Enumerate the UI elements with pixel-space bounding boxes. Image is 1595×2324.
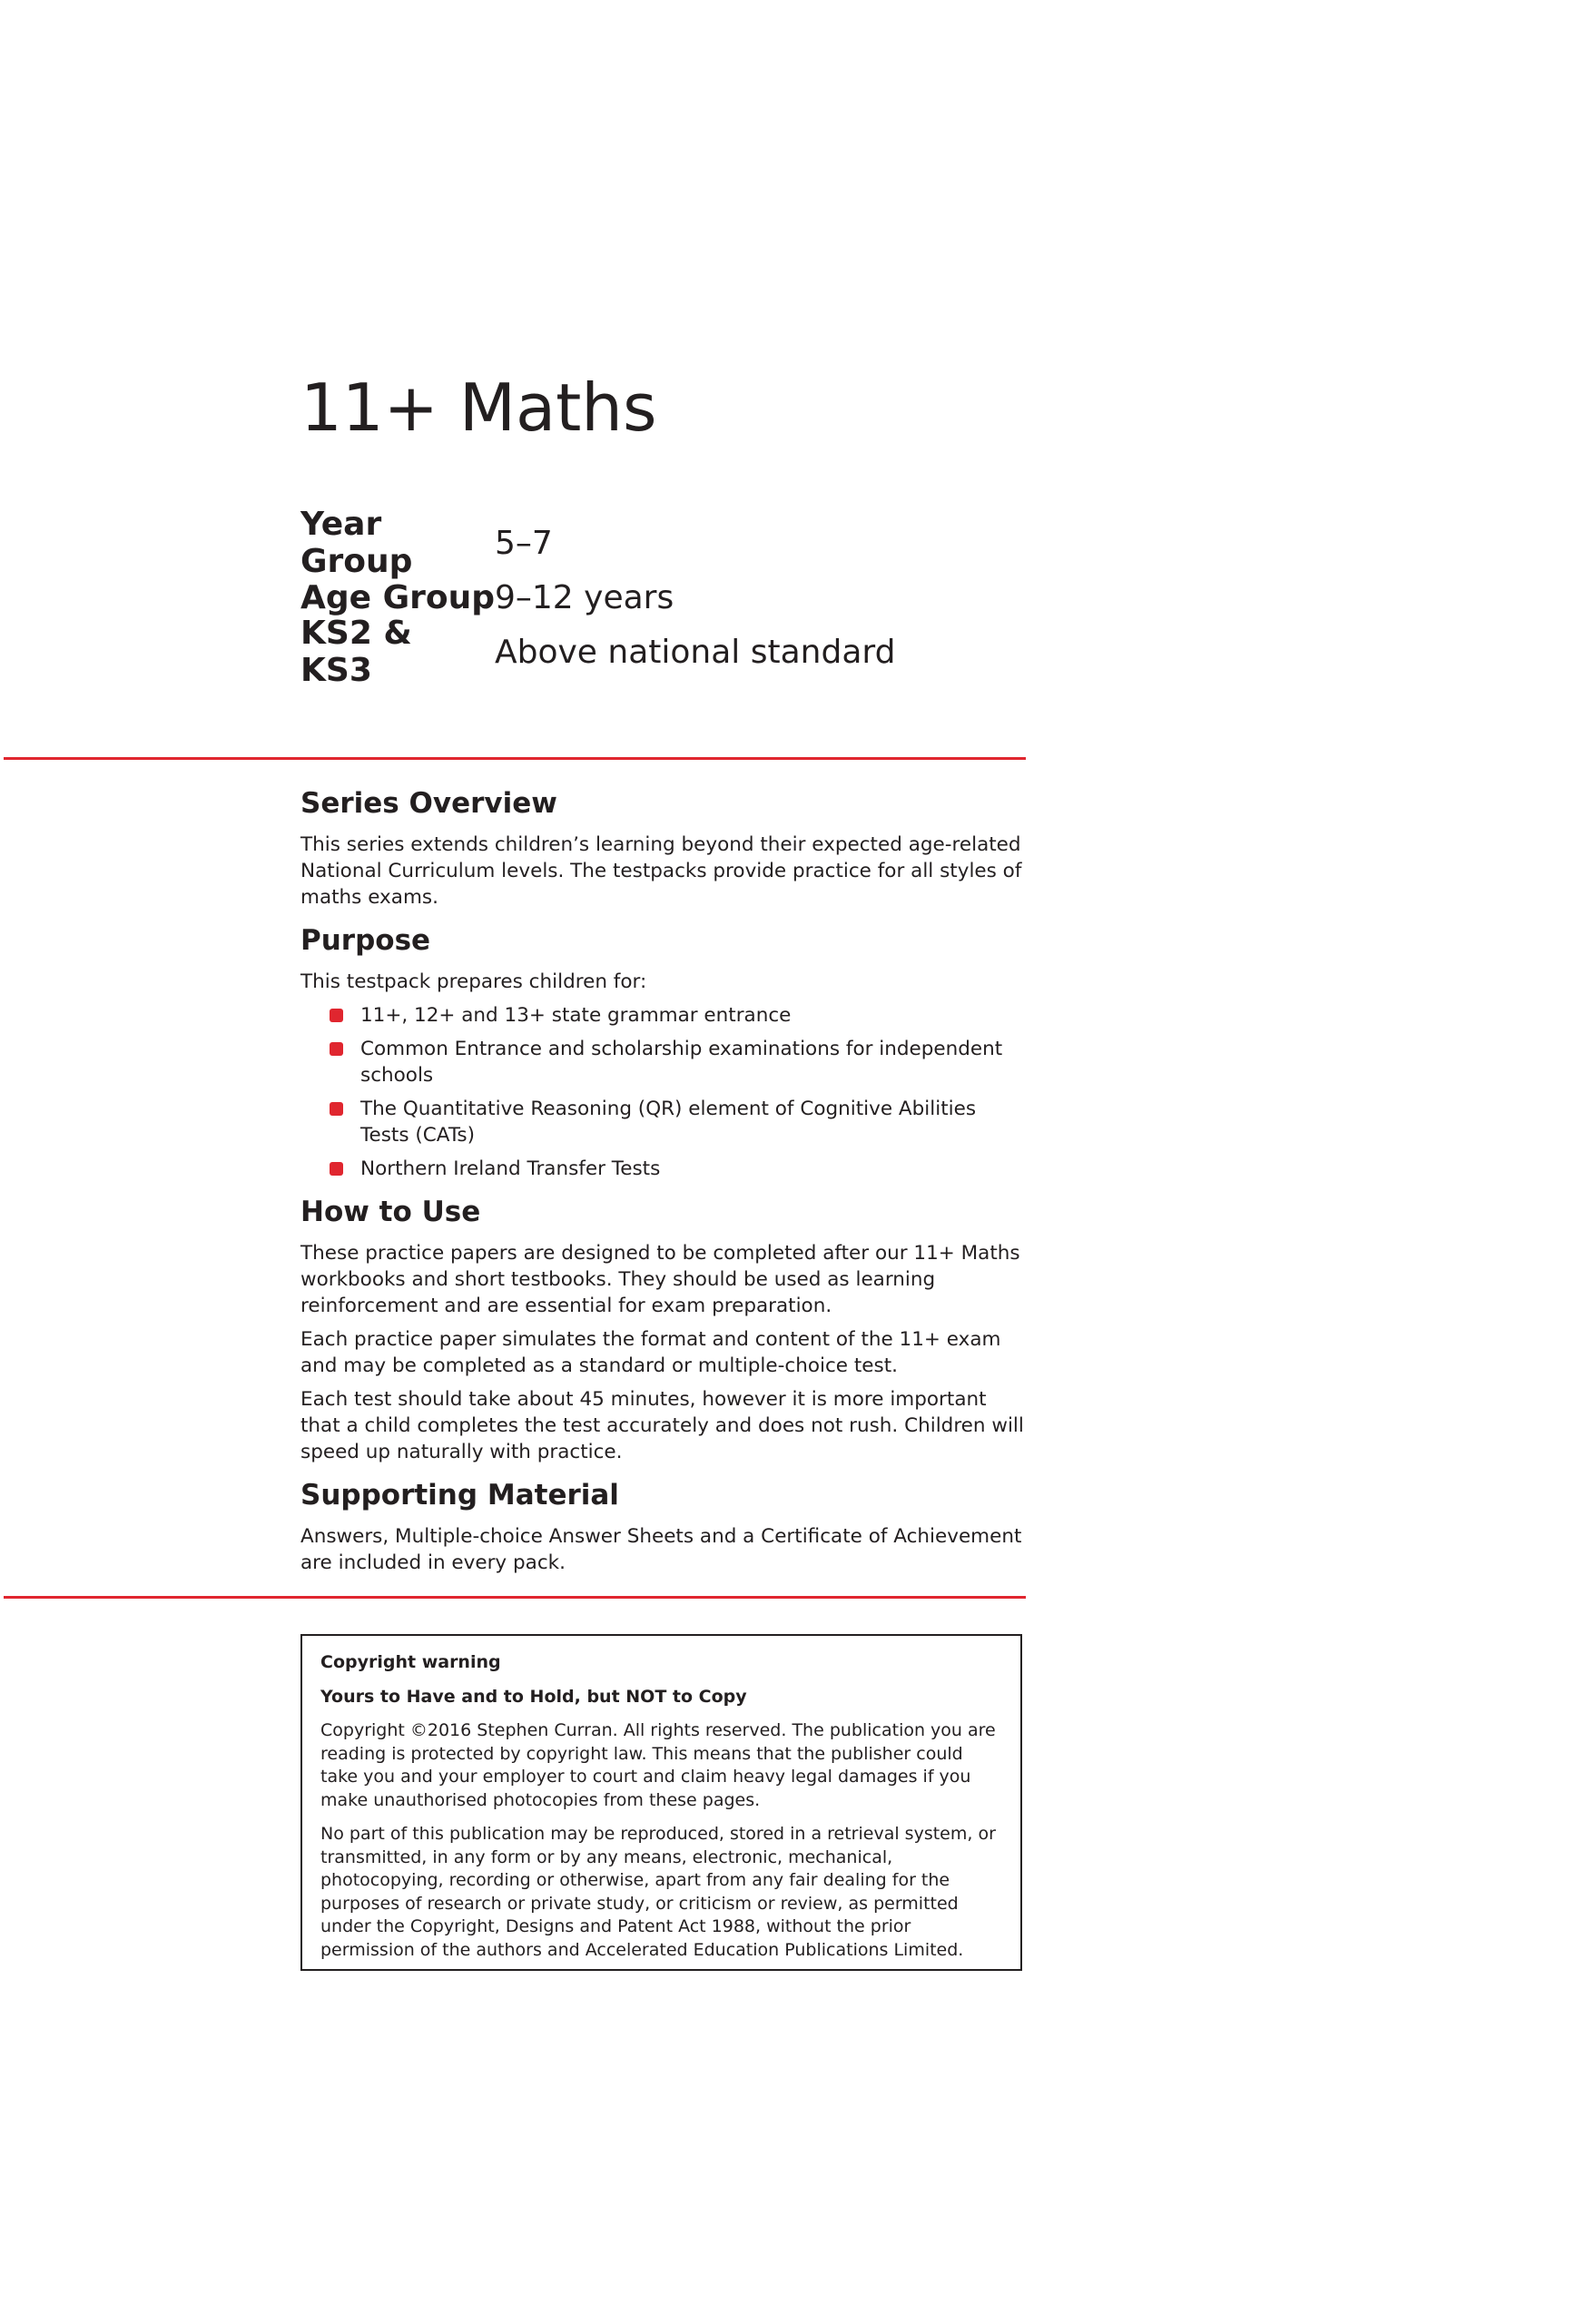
section-heading: Supporting Material: [300, 1479, 619, 1512]
paragraph: Each test should take about 45 minutes, however it is more important that a child completes the test accurately and does not rush. Children will speed up naturally with practice.: [300, 1388, 1024, 1464]
list-item: [330, 1096, 1027, 1148]
list-item-text: Northern Ireland Transfer Tests: [360, 1157, 661, 1181]
meta-label: Year Group: [300, 506, 413, 580]
copyright-subtitle: Yours to Have and to Hold, but NOT to Copy: [320, 1687, 747, 1707]
meta-label: KS2 & KS3: [300, 615, 412, 689]
bullet-list: [300, 1002, 1027, 1182]
divider-bottom: [4, 1596, 1026, 1599]
list-item-text: 11+, 12+ and 13+ state grammar entrance: [360, 1004, 792, 1028]
list-item: [330, 1002, 1027, 1029]
copyright-box: [300, 1634, 1022, 1971]
divider-top: [4, 757, 1026, 760]
content-column: [300, 788, 1027, 1590]
bullet-marker-icon: [330, 1102, 343, 1116]
meta-value: Above national standard: [495, 633, 896, 671]
bullet-marker-icon: [330, 1042, 343, 1056]
paragraph: These practice papers are designed to be completed after our 11+ Maths workbooks and short testbooks. They should be used as learning reinforcement and are essential for exam preparation.: [300, 1242, 1020, 1318]
meta-row-year-group: [300, 506, 895, 580]
list-item: [330, 1156, 1027, 1182]
section-heading: Purpose: [300, 924, 431, 958]
meta-table: [300, 506, 896, 689]
paragraph: Each practice paper simulates the format and content of the 11+ exam and may be completed as a standard or multiple-choice test.: [300, 1328, 1001, 1378]
bullet-marker-icon: [330, 1009, 343, 1022]
list-item-text: Common Entrance and scholarship examinations for independent schools: [360, 1038, 1003, 1088]
meta-value: 5–7: [495, 524, 553, 562]
copyright-paragraph: Copyright ©2016 Stephen Curran. All rights reserved. The publication you are reading is protected by copyright law. This means that the publisher could take you and your employer to court and claim heavy legal damages if you make unauthorised photocopies from these pages.: [320, 1720, 996, 1810]
meta-value: 9–12 years: [495, 578, 674, 616]
meta-row-key-stage: [300, 615, 896, 689]
list-item: [330, 1036, 1027, 1088]
section-how-to-use: [300, 1196, 1027, 1465]
paragraph: This series extends children’s learning beyond their expected age-related National Curriculum levels. The testpacks provide practice for all styles of maths exams.: [300, 833, 1022, 910]
page-title: 11+ Maths: [300, 369, 657, 446]
section-heading: Series Overview: [300, 787, 557, 820]
section-series-overview: [300, 788, 1027, 911]
section-purpose: [300, 925, 1027, 1182]
section-supporting-material: [300, 1480, 1027, 1576]
paragraph: This testpack prepares children for:: [300, 970, 647, 994]
copyright-paragraph: No part of this publication may be reproduced, stored in a retrieval system, or transmitted, in any form or by any means, electronic, mechanical, photocopying, recording or otherwise, apart from any fair dealing for the purposes of research or private study, or criticism or review, as permitted under the Copyright, Designs and Patent Act 1988, without the prior permission of the authors and Accelerated Education Publications Limited.: [320, 1824, 996, 1960]
list-item-text: The Quantitative Reasoning (QR) element of Cognitive Abilities Tests (CATs): [360, 1098, 977, 1147]
paragraph: Answers, Multiple-choice Answer Sheets and a Certificate of Achievement are included in every pack.: [300, 1525, 1022, 1575]
copyright-title: Copyright warning: [320, 1652, 501, 1672]
meta-label: Age Group: [300, 578, 496, 616]
section-heading: How to Use: [300, 1196, 481, 1229]
bullet-marker-icon: [330, 1162, 343, 1176]
